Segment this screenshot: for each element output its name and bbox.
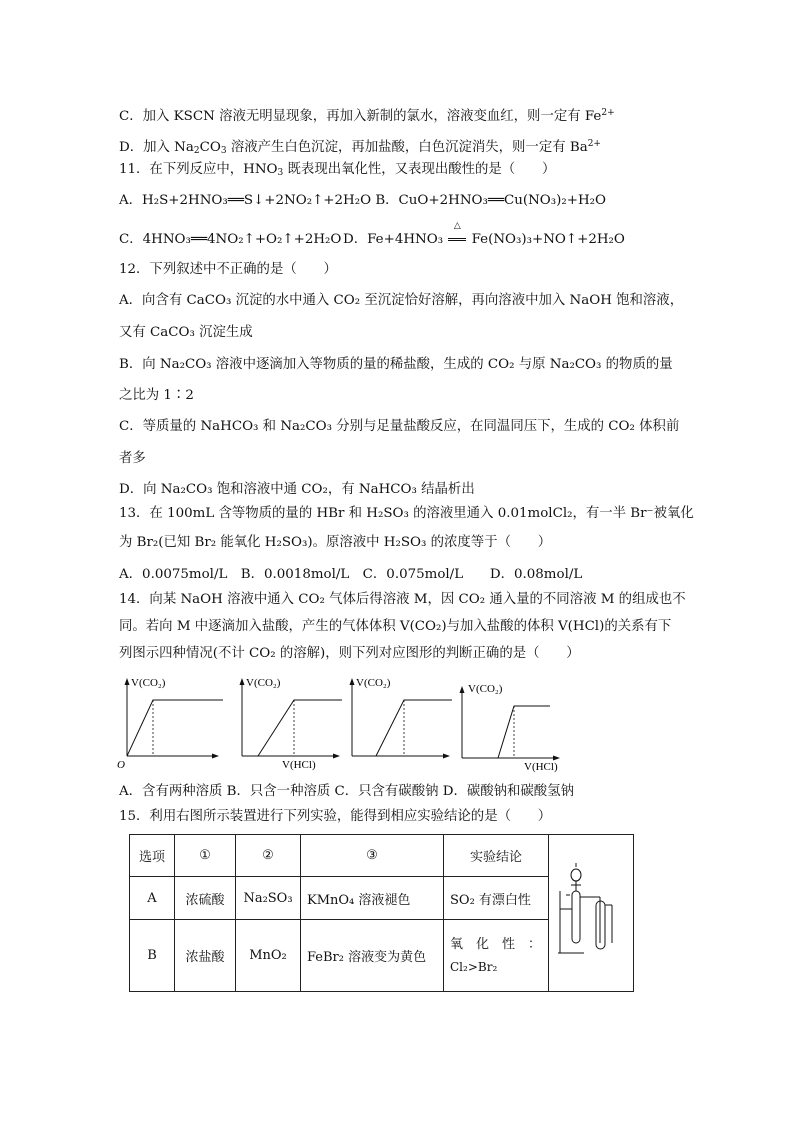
q10-option-c: C．加入 KSCN 溶液无明显现象，再加入新制的氯水，溶液变血红，则一定有 $Fe^{2+}$ [119,108,615,124]
q15-rowB-conclusion-line1: 氧 化 性 ： [450,936,542,952]
q15-rowA-conclusion: SO₂ 有漂白性 [444,877,549,920]
q12-option-a-line1: A．向含有 CaCO₃ 沉淀的水中通入 CO₂ 至沉淀恰好溶解，再向溶液中加入 NaOH 饱和溶液， [119,293,684,308]
q12-option-c-line1: C．等质量的 NaHCO₃ 和 Na₂CO₃ 分别与足量盐酸反应，在同温同压下，生成的 CO₂ 体积前 [119,419,680,434]
q15-header-option: 选项 [130,835,175,877]
q12-option-b-line1: B．向 Na₂CO₃ 溶液中逐滴加入等物质的量的稀盐酸，生成的 CO₂ 与原 Na₂CO₃ 的物质的量 [119,357,673,372]
graph1-origin: O [117,759,125,771]
q12-option-c-line2: 者多 [119,451,146,466]
q12-option-b-line2: 之比为 1∶2 [119,388,194,403]
q13-stem-line1: 13．在 100mL 含等物质的量的 HBr 和 H₂SO₃ 的溶液里通入 0.01molCl₂，有一半 Br⁻被氧化 [119,506,694,521]
q14-options: A．含有两种溶质 B．只含一种溶质 C．只含有碳酸钠 D．碳酸钠和碳酸氢钠 [119,784,574,799]
apparatus-diagram [556,861,626,961]
q15-rowA-3: KMnO₄ 溶液褪色 [301,877,444,920]
q15-table [129,834,634,992]
q12-option-d: D．向 Na₂CO₃ 饱和溶液中通 CO₂，有 NaHCO₃ 结晶析出 [119,482,475,497]
q10-option-d: D．加入 $Na_2CO_3$ 溶液产生白色沉淀，再加盐酸，白色沉淀消失，则一定有 $Ba^{2+}$ [119,139,601,156]
heating-condition: △ [447,231,467,249]
q14-stem-line3: 列图示四种情况(不计 CO₂ 的溶解)，则下列对应图形的判断正确的是（ ） [119,646,580,661]
q12-option-a-line2: 又有 CaCO₃ 沉淀生成 [119,325,253,340]
q11-option-d: D．Fe+4HNO₃ △ Fe(NO₃)₃+NO↑+2H₂O [343,221,625,247]
q15-rowB-option: B [130,920,175,992]
q14-graph-2 [236,672,341,776]
graph2-ylabel: V(CO₂) [246,677,281,689]
q14-stem-line2: 同。若向 M 中逐滴加入盐酸，产生的气体体积 V(CO₂)与加入盐酸的体积 V(HCl)的关系有下 [119,619,672,634]
graph4-xlabel: V(HCl) [524,761,558,773]
q15-rowB-1: 浓盐酸 [175,920,236,992]
q14-graph-3 [346,672,451,776]
q15-header-1: ① [175,835,236,877]
graph3-ylabel: V(CO₂) [356,677,391,689]
q15-rowB-conclusion [444,920,549,992]
q11-stem: 11．在下列反应中，$HNO_3$ 既表现出氧化性，又表现出酸性的是（ ） [119,162,556,178]
q15-stem: 15．利用右图所示装置进行下列实验，能得到相应实验结论的是（ ） [119,809,552,824]
q15-apparatus-cell [549,835,634,992]
q12-stem: 12．下列叙述中不正确的是（ ） [119,262,337,277]
q14-graph-4 [456,680,561,778]
q13-stem-line2: 为 Br₂(已知 Br₂ 能氧化 H₂SO₃)。原溶液中 H₂SO₃ 的浓度等于（ ） [119,535,552,550]
q11-options-ab: A．H₂S+2HNO₃══S↓+2NO₂↑+2H₂O B．CuO+2HNO₃══Cu(NO₃)₂+H₂O [119,193,606,208]
q14-stem-line1: 14．向某 NaOH 溶液中通入 CO₂ 气体后得溶液 M，因 CO₂ 通入量的不同溶液 M 的组成也不 [119,592,686,607]
graph1-ylabel: V(CO₂) [131,677,166,689]
q15-rowA-option: A [130,877,175,920]
q15-rowB-2: MnO₂ [236,920,301,992]
q15-rowB-3: FeBr₂ 溶液变为黄色 [301,920,444,992]
graph4-ylabel: V(CO₂) [468,683,503,695]
q15-header-conclusion: 实验结论 [444,835,549,877]
q15-rowB-conclusion-line2: Cl₂>Br₂ [450,959,498,974]
q15-rowA-1: 浓硫酸 [175,877,236,920]
q15-rowA-2: Na₂SO₃ [236,877,301,920]
q15-header-3: ③ [301,835,444,877]
q14-graph-1 [115,672,220,776]
graph2-xlabel: V(HCl) [282,759,316,771]
q15-header-2: ② [236,835,301,877]
q11-option-c: C．4HNO₃══4NO₂↑+O₂↑+2H₂O [119,232,342,247]
q13-options: A．0.0075mol/L B．0.0018mol/L C．0.075mol/L D．0.08mol/L [119,567,583,582]
